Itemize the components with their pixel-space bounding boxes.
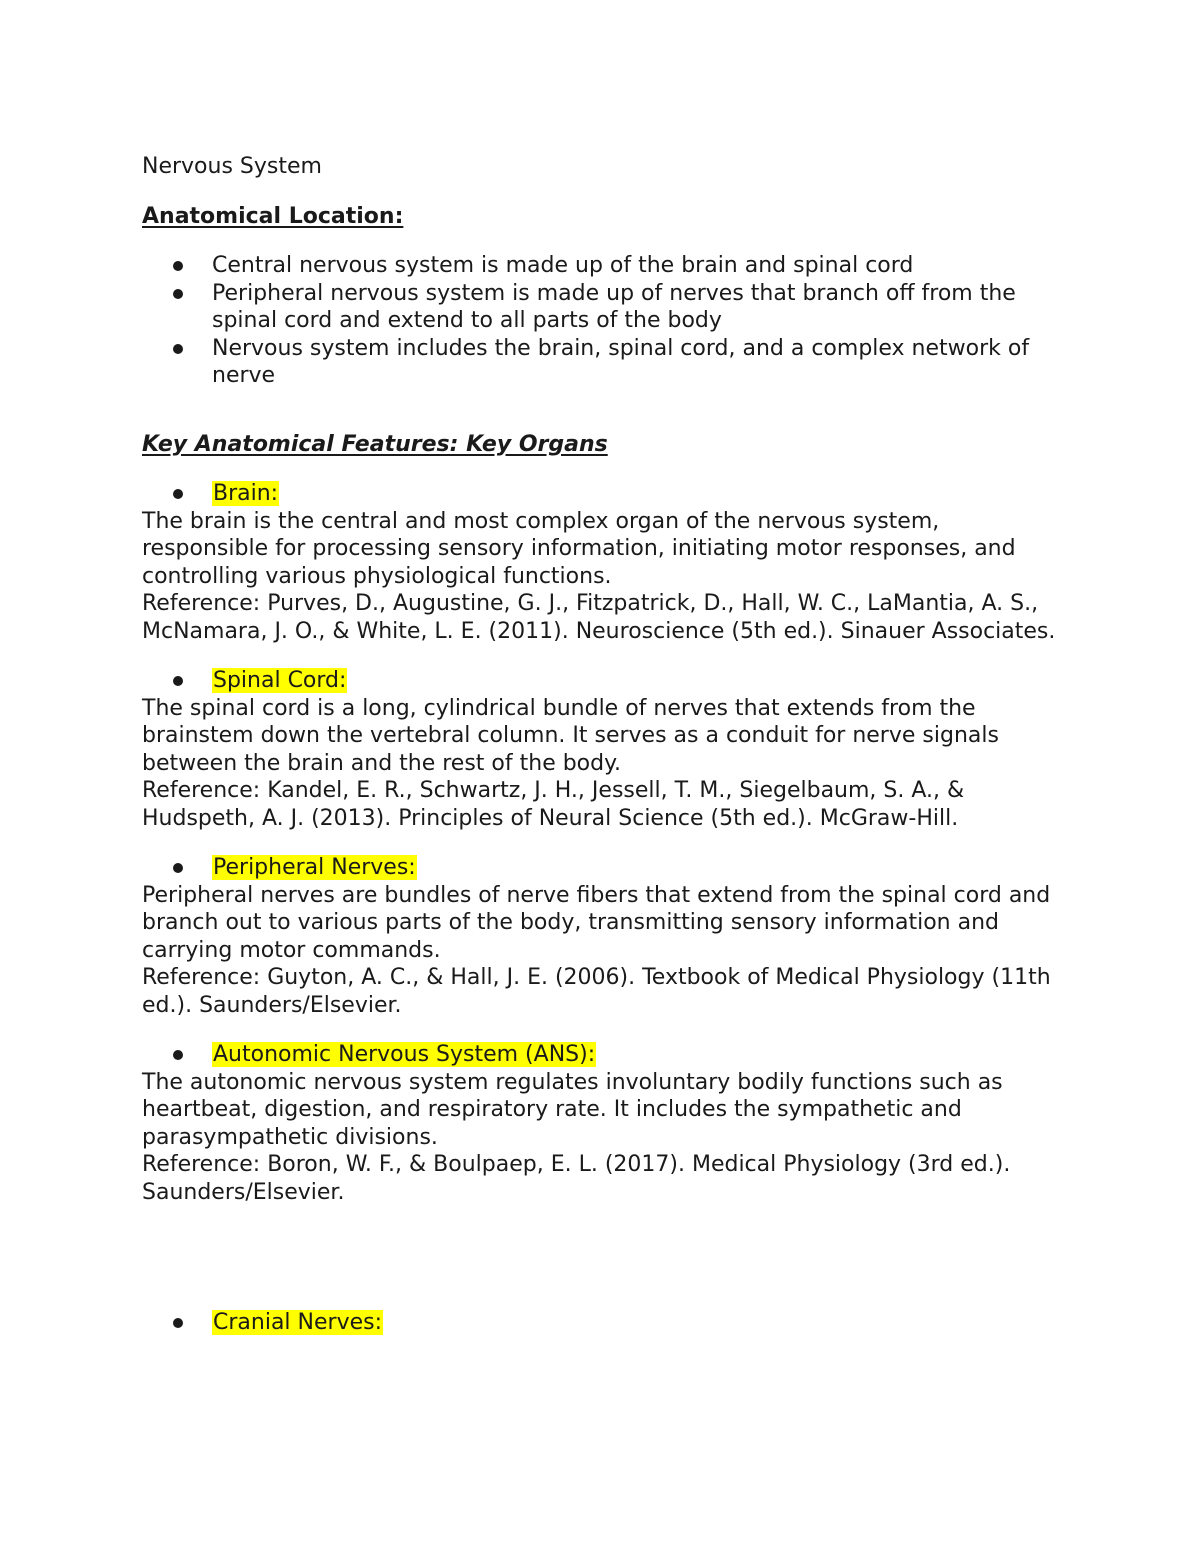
organ-section-spinal-cord [142, 667, 1072, 832]
organ-description: The spinal cord is a long, cylindrical bundle of nerves that extends from the brainstem down the vertebral column. It serves as a conduit for nerve signals between the brain and the rest of the body. [142, 695, 999, 776]
organ-heading [142, 1309, 1072, 1337]
organ-description: Peripheral nerves are bundles of nerve fibers that extend from the spinal cord and branch out to various parts of the body, transmitting sensory information and carrying motor commands. [142, 882, 1051, 963]
bullet-icon [173, 676, 183, 686]
organ-reference: Reference: Purves, D., Augustine, G. J., Fitzpatrick, D., Hall, W. C., LaMantia, A. S., McNamara, J. O., & White, L. E. (2011). Neuroscience (5th ed.). Sinauer Associates. [142, 591, 1056, 644]
bullet-icon [173, 1318, 183, 1328]
list-item [142, 335, 1072, 390]
bullet-icon [173, 489, 183, 499]
list-item-text: Nervous system includes the brain, spinal cord, and a complex network of nerve [212, 335, 1030, 388]
list-item [142, 252, 1072, 280]
organ-label: Peripheral Nerves: [213, 855, 416, 880]
location-list [142, 252, 1072, 390]
key-features-heading: Key Anatomical Features: Key Organs [142, 431, 608, 457]
organ-section-autonomic [142, 1041, 1072, 1206]
organ-reference: Reference: Boron, W. F., & Boulpaep, E. L. (2017). Medical Physiology (3rd ed.). Saunders/Elsevier. [142, 1152, 1011, 1205]
organ-label: Brain: [213, 481, 279, 506]
bullet-icon [173, 261, 183, 271]
organ-reference: Reference: Kandel, E. R., Schwartz, J. H., Jessell, T. M., Siegelbaum, S. A., & Hudspeth, A. J. (2013). Principles of Neural Science (5th ed.). McGraw-Hill. [142, 778, 965, 831]
organ-heading [142, 667, 1072, 695]
organ-heading [142, 480, 1072, 508]
organ-reference: Reference: Guyton, A. C., & Hall, J. E. (2006). Textbook of Medical Physiology (11th ed.). Saunders/Elsevier. [142, 965, 1051, 1018]
organ-section-peripheral-nerves [142, 854, 1072, 1019]
organ-label: Autonomic Nervous System (ANS): [213, 1042, 596, 1067]
document-title: Nervous System [142, 154, 322, 179]
organ-heading [142, 1041, 1072, 1069]
organ-section-brain [142, 480, 1072, 645]
bullet-icon [173, 863, 183, 873]
list-item-text: Central nervous system is made up of the brain and spinal cord [212, 253, 914, 278]
anatomical-location-heading: Anatomical Location: [142, 203, 404, 229]
list-item [142, 280, 1072, 335]
list-item-text: Peripheral nervous system is made up of nerves that branch off from the spinal cord and extend to all parts of the body [212, 280, 1016, 333]
bullet-icon [173, 1050, 183, 1060]
organ-label: Spinal Cord: [213, 668, 347, 693]
organ-heading [142, 854, 1072, 882]
bullet-icon [173, 289, 183, 299]
bullet-icon [173, 344, 183, 354]
organ-section-cranial-nerves [142, 1309, 1072, 1337]
document-page [142, 153, 1072, 1337]
organ-description: The autonomic nervous system regulates involuntary bodily functions such as heartbeat, digestion, and respiratory rate. It includes the sympathetic and parasympathetic divisions. [142, 1069, 1003, 1150]
organ-description: The brain is the central and most complex organ of the nervous system, responsible for processing sensory information, initiating motor responses, and controlling various physiological functions. [142, 508, 1016, 589]
organ-label: Cranial Nerves: [213, 1310, 382, 1335]
